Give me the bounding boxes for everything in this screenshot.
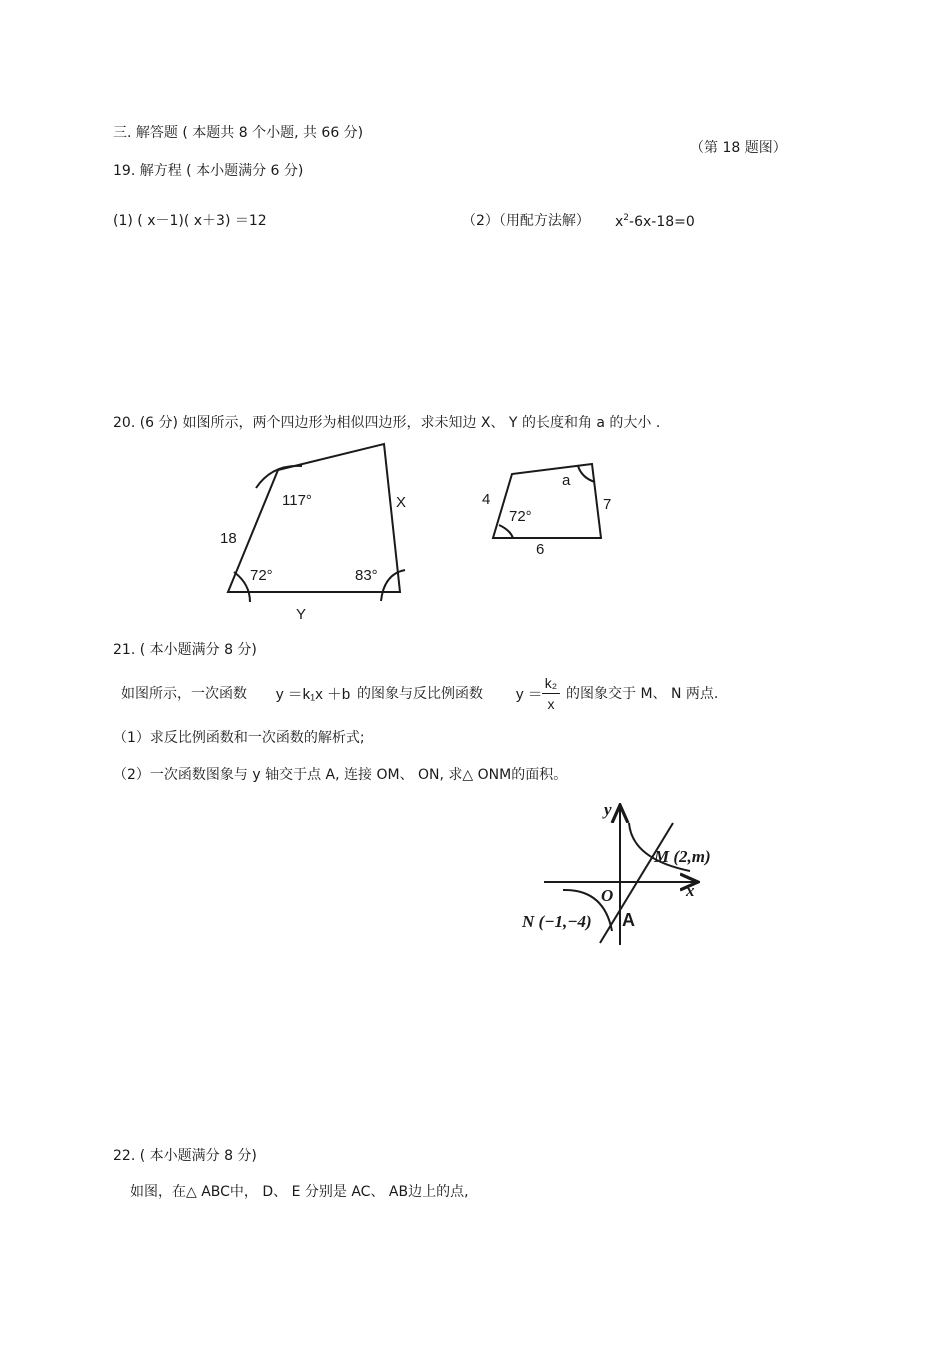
q20-title: 20. (6 分) 如图所示，两个四边形为相似四边形，求未知边 X、 Y 的长度和角 a 的大小 . (113, 415, 661, 431)
q19-eq-rest: -6x-18=0 (629, 214, 695, 230)
q19-eq-exponent: 2 (623, 213, 630, 223)
q19-title: 19. 解方程 ( 本小题满分 6 分) (113, 163, 304, 179)
label-117: 117° (282, 492, 312, 509)
label-7: 7 (603, 496, 612, 513)
large-arc-br (381, 570, 405, 601)
q21-part2: （2）一次函数图象与 y 轴交于点 A, 连接 OM、 ON, 求△ ONM的面积。 (113, 767, 568, 783)
label-y: Y (296, 606, 307, 623)
graph-point-n: N (−1,−4) (522, 912, 592, 931)
q22-title: 22. ( 本小题满分 8 分) (113, 1148, 257, 1164)
label-18: 18 (220, 530, 237, 547)
q21-fraction-denominator: x (547, 696, 555, 712)
label-4: 4 (482, 491, 491, 508)
graph-y-label: y (604, 800, 612, 819)
q19-part1: (1) ( x－1)( x＋3) ＝12 (113, 213, 267, 229)
q21-graph (500, 795, 740, 955)
q21-intro-c: 的图象交于 M、 N 两点. (566, 686, 719, 702)
small-quadrilateral (493, 464, 601, 538)
q21-inverse-lhs: y ＝ (516, 686, 543, 703)
q21-linear-equation: y ＝k₁x ＋b (276, 686, 351, 703)
graph-origin: O (601, 886, 614, 905)
label-6: 6 (536, 541, 545, 558)
q21-fraction (540, 676, 562, 711)
graph-point-a: A (622, 910, 635, 930)
large-arc-top (256, 466, 302, 488)
q21-intro-b: 的图象与反比例函数 (357, 686, 483, 702)
section-title: 三. 解答题 ( 本题共 8 个小题, 共 66 分) (113, 125, 364, 141)
label-x: X (396, 494, 407, 511)
figure-18-caption: （第 18 题图） (690, 140, 787, 156)
q19-eq-x: x (615, 214, 624, 230)
graph-x-label: x (686, 881, 695, 900)
large-arc-bl (234, 572, 250, 602)
small-arc-bl (499, 525, 513, 538)
q22-text: 如图，在△ ABC中， D、 E 分别是 AC、 AB边上的点, (130, 1184, 469, 1200)
label-a: a (562, 472, 571, 489)
graph-point-m: M (2,m) (654, 847, 711, 866)
q21-part1: （1）求反比例函数和一次函数的解析式; (113, 730, 365, 746)
label-83: 83° (355, 567, 378, 584)
label-72-large: 72° (250, 567, 273, 584)
q21-fraction-numerator: k₂ (544, 675, 558, 691)
q21-fraction-bar (542, 693, 560, 694)
q21-title: 21. ( 本小题满分 8 分) (113, 642, 257, 658)
q21-intro-a: 如图所示，一次函数 (121, 686, 247, 702)
label-72-small: 72° (509, 508, 532, 525)
q19-part2-label: （2）（用配方法解） (462, 213, 590, 229)
